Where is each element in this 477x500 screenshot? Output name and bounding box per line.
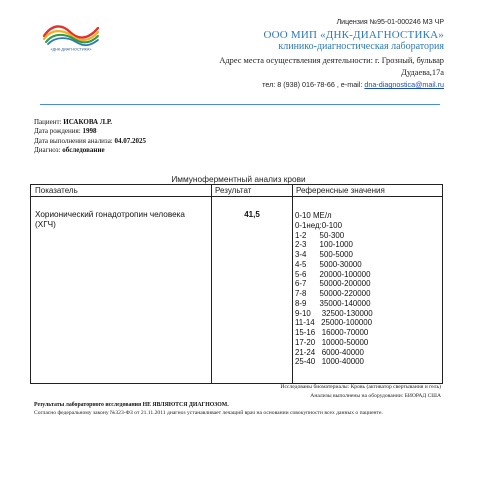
biomaterial-note: Исследованы биоматериалы: Кровь (активатор свертывания и гель) [280,384,441,390]
diagnosis-row: Диагноз: обследование [34,145,105,154]
address-line-1: Адрес места осуществления деятельности: г. Грозный, бульвар [219,56,444,65]
disclaimer-text: Согласно федеральному закону №323-ФЗ от 21.11.2011 диагноз устанавливает лечащий врач на основании совокупности всех данных о пациенте. [34,410,383,416]
equipment-note: Анализы выполнены на оборудовании: БИОРАД США [310,393,441,399]
patient-name: ИСАКОВА Л.Р. [63,118,112,126]
patient-info [34,118,146,155]
reference-value: 3-4 500-5000 [295,250,353,259]
phone-text: тел: 8 (938) 016-78-66 , e-mail: [262,80,365,89]
diagnosis: обследование [62,145,105,154]
reference-value: 15-16 16000-70000 [295,328,369,337]
reference-value: 0-1нед:0-100 [295,220,342,230]
email-link[interactable]: dna-diagnostica@mail.ru [364,80,444,89]
reference-value: 5-6 20000-100000 [295,269,371,279]
analysis-date-row: Дата выполнения анализа: 04.07.2025 [34,136,146,145]
header-reference: Референсные значения [296,186,385,195]
reference-values-list [295,211,373,367]
license-number: Лицензия №95-01-000246 МЗ ЧР [336,19,444,26]
table-column-divider [292,185,293,383]
reference-value: 7-8 50000-220000 [295,289,371,298]
header-indicator: Показатель [35,186,78,195]
reference-value: 2-3 100-1000 [295,240,353,250]
dna-helix-icon [40,22,102,52]
disclaimer-title: Результаты лабораторного исследования НЕ ЯВЛЯЮТСЯ ДИАГНОЗОМ. [34,402,229,408]
indicator-name: Хорионический гонадотропин человека (ХГЧ) [35,210,185,229]
reference-value: 0-10 МЕ/л [295,211,332,220]
analysis-date: 04.07.2025 [114,136,146,145]
birth-year: 1998 [82,127,97,136]
contacts-line [262,80,444,89]
address-line-2: Дудаева,17а [401,68,444,77]
result-value: 41,5 [244,210,260,219]
patient-name-row: Пациент: ИСАКОВА Л.Р. [34,118,112,126]
table-header-divider [31,196,442,197]
reference-value: 1-2 50-300 [295,230,345,240]
analysis-title: Иммуноферментный анализ крови [171,174,306,184]
birth-date-row: Дата рождения: 1998 [34,127,97,136]
reference-value: 9-10 32500-130000 [295,308,373,318]
reference-value: 8-9 35000-140000 [295,298,371,308]
reference-value: 17-20 10000-50000 [295,337,369,347]
header-result: Результат [215,186,252,195]
reference-value: 11-14 25000-100000 [295,318,373,328]
reference-value: 6-7 50000-200000 [295,279,371,289]
reference-value: 21-24 6000-40000 [295,347,364,357]
logo-text: «ДНК-ДИАГНОСТИКА» [50,47,92,52]
reference-value: 4-5 5000-30000 [295,259,362,269]
organization-name: ООО МИП «ДНК-ДИАГНОСТИКА» [263,29,444,41]
results-table [30,184,443,384]
organization-subtitle: клинико-диагностическая лаборатория [278,41,444,52]
header-divider [40,104,440,105]
company-logo [40,22,102,52]
reference-value: 25-40 1000-40000 [295,357,364,367]
